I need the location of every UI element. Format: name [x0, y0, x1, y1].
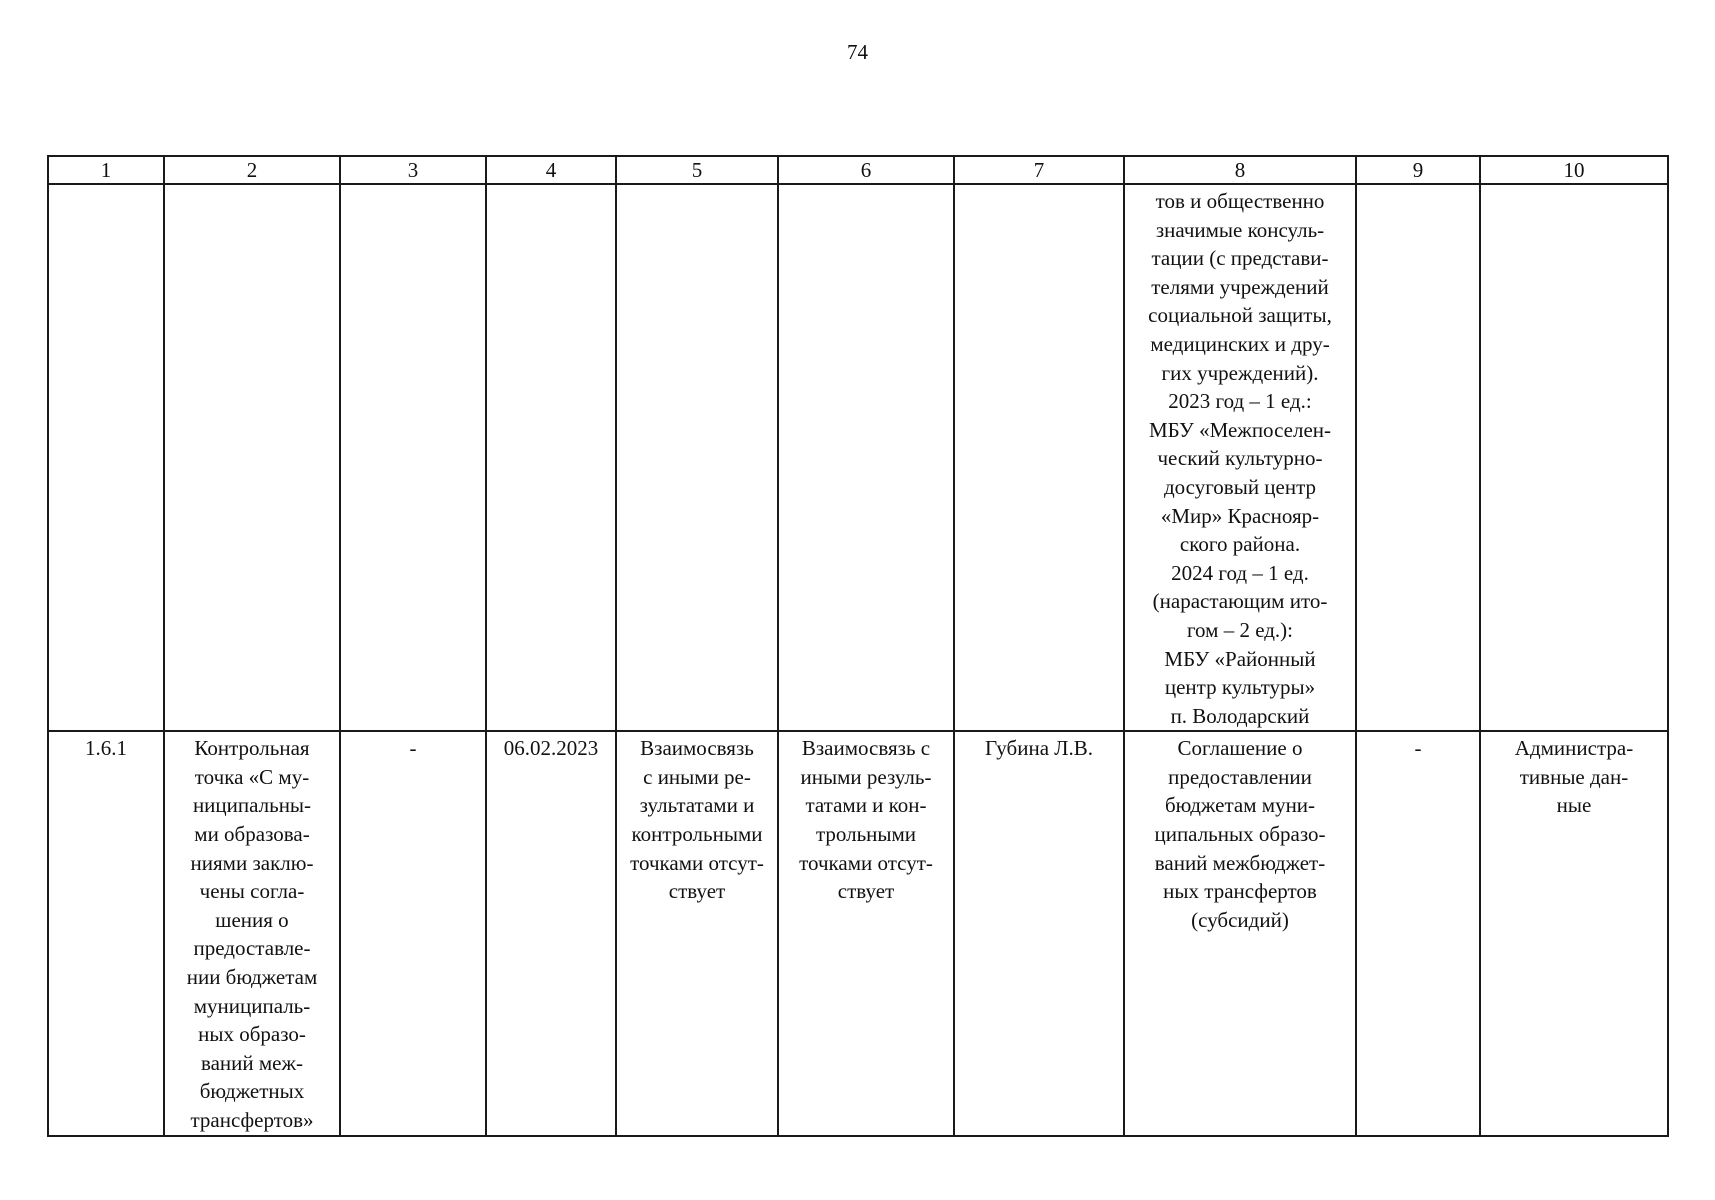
- cell-text-line: ваний меж-: [200, 1050, 304, 1075]
- table-cell: [1356, 184, 1480, 731]
- cell-text-line: ского района.: [1179, 532, 1301, 557]
- cell-text-line: ципальных образо-: [1154, 822, 1326, 847]
- cell-text-line: досуговый центр: [1163, 474, 1317, 499]
- cell-text-line: телями учреждений: [1151, 274, 1329, 299]
- table-cell: [164, 184, 340, 731]
- cell-text-line: контрольными: [631, 822, 763, 847]
- table-cell: [48, 184, 164, 731]
- cell-text-line: трольными: [815, 822, 917, 847]
- table-cell: [1480, 184, 1668, 731]
- cell-text-line: центр культуры»: [1164, 675, 1316, 700]
- column-number: 10: [1480, 156, 1668, 184]
- cell-text-line: тов и общественно: [1155, 189, 1325, 213]
- cell-text-line: (нарастающим ито-: [1152, 589, 1328, 614]
- cell-text-line: ческий культурно-: [1157, 446, 1323, 471]
- cell-text-line: бюджетных: [199, 1079, 305, 1104]
- column-number: 6: [778, 156, 954, 184]
- cell-text-line: ные: [1556, 793, 1592, 818]
- document-type-cell: [1124, 731, 1356, 1135]
- cell-text-line: п. Володарский: [1170, 703, 1310, 728]
- cell-text-line: шения о: [215, 907, 289, 932]
- cell-text-line: Взаимосвязь: [640, 736, 754, 761]
- column-number: 9: [1356, 156, 1480, 184]
- responsible-person-cell: Губина Л.В.: [954, 731, 1124, 1135]
- column-number: 1: [48, 156, 164, 184]
- cell-text-line: МБУ «Межпоселен-: [1148, 417, 1332, 442]
- cell-text-line: предоставле-: [193, 936, 311, 961]
- control-point-name-cell: [164, 731, 340, 1135]
- cell-text-line: Соглашение о: [1177, 736, 1303, 761]
- table-cell: [616, 184, 778, 731]
- column-number: 2: [164, 156, 340, 184]
- cell-text-line: Администра-: [1514, 736, 1634, 761]
- table-cell: [778, 184, 954, 731]
- cell-text-line: бюджетам муни-: [1164, 793, 1316, 818]
- table-row-continuation: [48, 184, 1668, 731]
- page-number: 74: [847, 40, 868, 64]
- dash-cell: -: [340, 731, 486, 1135]
- document-table: [47, 155, 1669, 1137]
- cell-text-line: (субсидий): [1191, 907, 1289, 932]
- cell-text-line: ниципальны-: [192, 793, 312, 818]
- column-number-row: [48, 156, 1668, 184]
- cell-text-line: гих учреждений).: [1161, 360, 1319, 385]
- cell-text-line: ниями заклю-: [190, 850, 314, 875]
- dash-cell: -: [1356, 731, 1480, 1135]
- table-cell: [486, 184, 616, 731]
- cell-text-line: татами и кон-: [805, 793, 927, 818]
- item-number-cell: 1.6.1: [48, 731, 164, 1135]
- cell-text-line: «Мир» Краснояр-: [1160, 503, 1320, 528]
- column-number: 4: [486, 156, 616, 184]
- continuation-text-cell: [1124, 184, 1356, 731]
- column-number: 7: [954, 156, 1124, 184]
- cell-text-line: ных трансфертов: [1163, 879, 1317, 904]
- cell-text-line: муниципаль-: [193, 993, 311, 1018]
- data-source-cell: [1480, 731, 1668, 1135]
- cell-text-line: зультатами и: [639, 793, 755, 818]
- cell-text-line: тивные дан-: [1519, 764, 1629, 789]
- cell-text-line: нии бюджетам: [186, 965, 318, 990]
- cell-text-line: ных образо-: [198, 1022, 306, 1047]
- column-number: 8: [1124, 156, 1356, 184]
- cell-text-line: социальной защиты,: [1148, 303, 1332, 328]
- cell-text-line: точка «С му-: [194, 764, 310, 789]
- cell-text-line: ми образова-: [194, 822, 310, 847]
- cell-text-line: с иными ре-: [643, 764, 751, 789]
- cell-text-line: иными резуль-: [800, 764, 932, 789]
- cell-text-line: точками отсут-: [799, 850, 933, 875]
- cell-text-line: чены согла-: [199, 879, 305, 904]
- table-cell: [340, 184, 486, 731]
- cell-text-line: ствует: [837, 879, 895, 904]
- cell-text-line: МБУ «Районный: [1164, 646, 1316, 671]
- cell-text-line: гом – 2 ед.):: [1186, 617, 1294, 642]
- relationship-cell: [778, 731, 954, 1135]
- cell-text-line: ствует: [668, 879, 726, 904]
- cell-text-line: ваний межбюджет-: [1154, 850, 1326, 875]
- column-number: 5: [616, 156, 778, 184]
- cell-text-line: Взаимосвязь с: [801, 736, 931, 761]
- date-cell: 06.02.2023: [486, 731, 616, 1135]
- cell-text-line: медицинских и дру-: [1150, 331, 1330, 356]
- cell-text-line: предоставлении: [1168, 764, 1312, 789]
- column-number: 3: [340, 156, 486, 184]
- cell-text-line: 2023 год – 1 ед.:: [1168, 389, 1312, 414]
- relationship-cell: [616, 731, 778, 1135]
- table-row-1-6-1: [48, 731, 1668, 1135]
- table-cell: [954, 184, 1124, 731]
- cell-text-line: тации (с представи-: [1151, 246, 1329, 271]
- cell-text-line: точками отсут-: [630, 850, 764, 875]
- cell-text-line: трансфертов»: [190, 1108, 314, 1132]
- cell-text-line: 2024 год – 1 ед.: [1171, 560, 1309, 585]
- cell-text-line: значимые консуль-: [1155, 217, 1325, 242]
- cell-text-line: Контрольная: [194, 736, 310, 761]
